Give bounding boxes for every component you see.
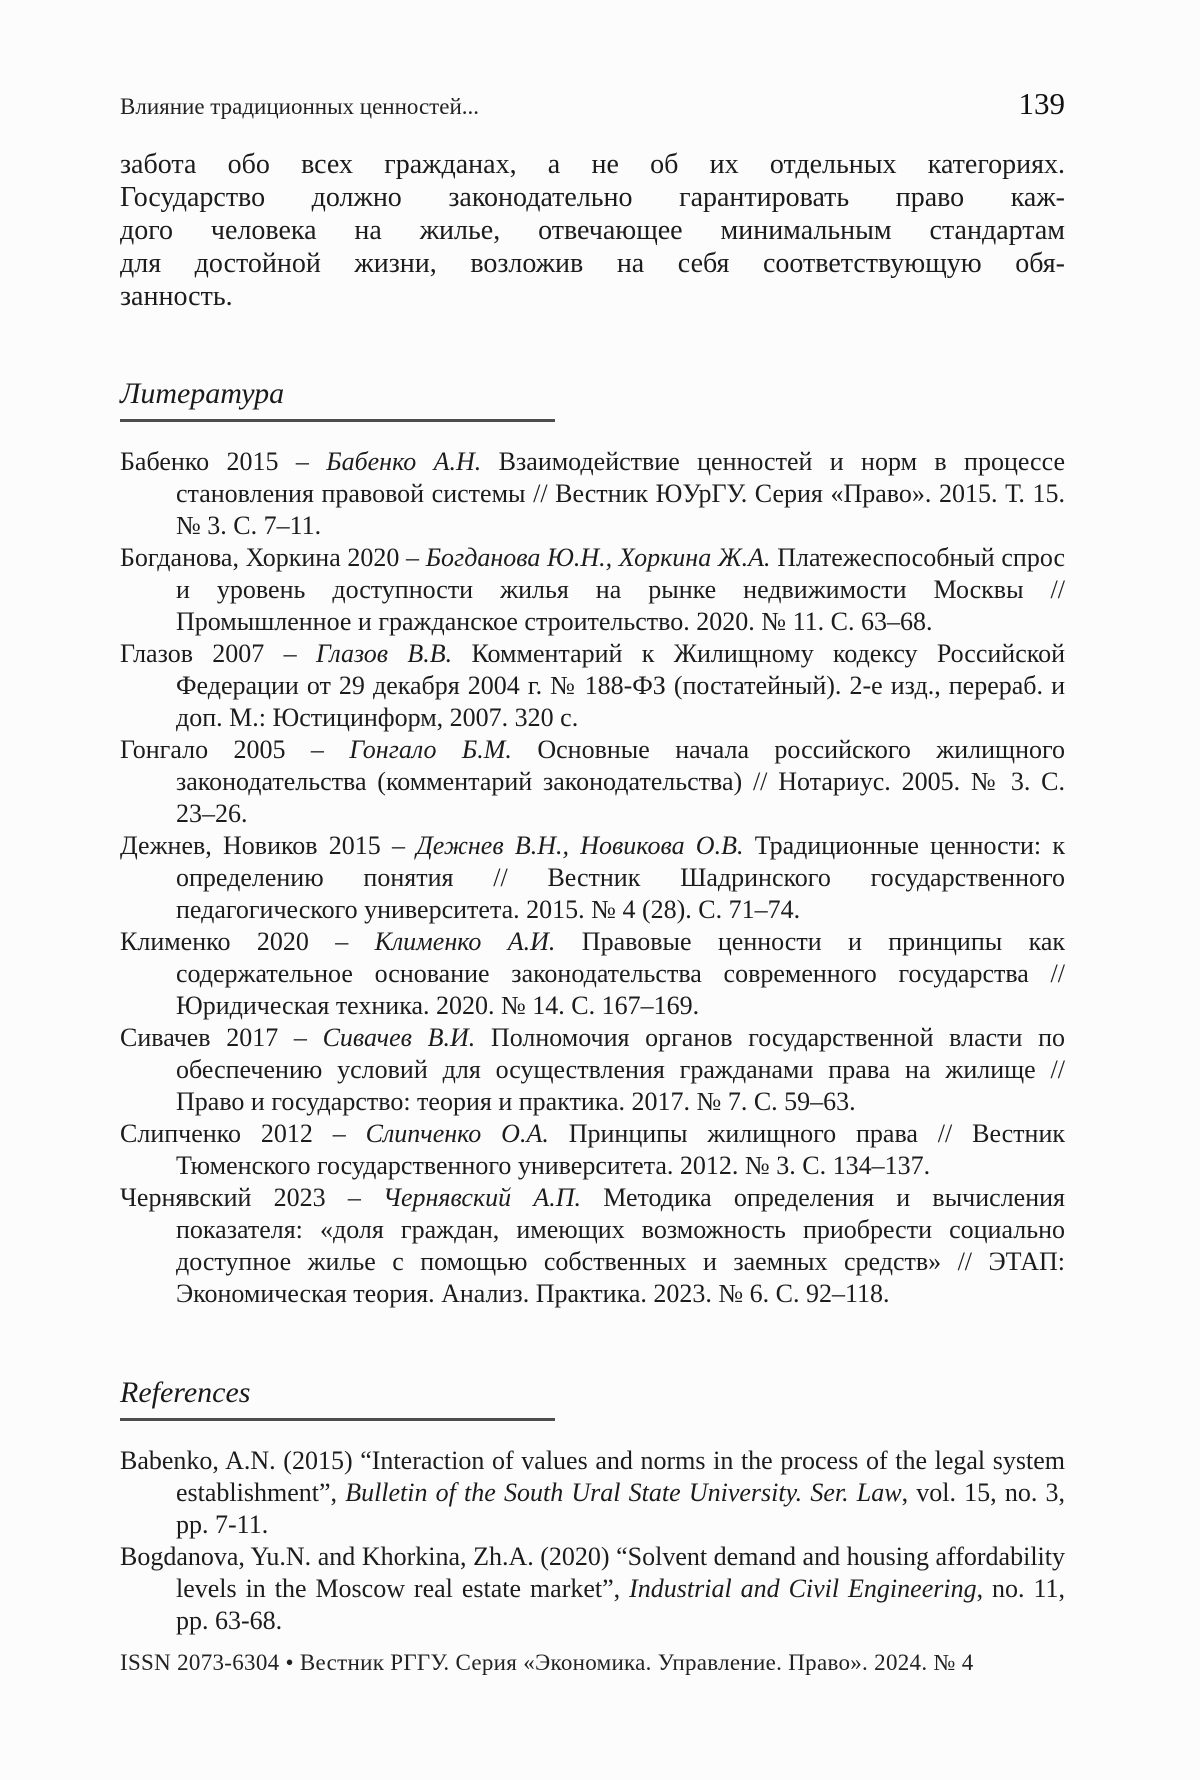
reference-entry xyxy=(120,638,1065,734)
reference-text: Традиционные ценности: к определению понятия // Вестник Шадринского государственного педагогического университета. 2015. № 4 (28). С. 71–74. xyxy=(176,831,1065,924)
page-number: 139 xyxy=(1018,86,1065,121)
literature-list xyxy=(120,446,1065,1310)
reference-text: Платежеспособный спрос и уровень доступности жилья на рынке недвижимости Москвы // Промышленное и гражданское строительство. 2020. № 11. С. 63–68. xyxy=(176,543,1066,636)
reference-text: Сивачев 2017 – xyxy=(120,1023,323,1052)
reference-text: Bogdanova, Yu.N. and Khorkina, Zh.A. (2020) “Solvent demand and housing affordability levels in the Moscow real estate market”, xyxy=(120,1542,1065,1603)
reference-author-italic: Чернявский А.П. xyxy=(383,1183,581,1212)
references-heading: References xyxy=(120,1376,251,1409)
reference-text: , no. 11, pp. 63-68. xyxy=(176,1574,1066,1635)
reference-entry xyxy=(120,1182,1065,1310)
reference-author-italic: Клименко А.И. xyxy=(374,927,556,956)
reference-author-italic: Бабенко А.Н. xyxy=(326,447,482,476)
reference-text: Бабенко 2015 – xyxy=(120,447,327,476)
references-heading-rule xyxy=(120,1418,555,1421)
intro-paragraph xyxy=(120,148,1065,313)
reference-text: Принципы жилищного права // Вестник Тюменского государственного университета. 2012. № 3. С. 134–137. xyxy=(176,1119,1065,1180)
reference-text: Чернявский 2023 – xyxy=(120,1183,384,1212)
reference-text: Взаимодействие ценностей и норм в процессе становления правовой системы // Вестник ЮУрГУ. Серия «Право». 2015. Т. 15. № 3. С. 7–11. xyxy=(176,447,1065,540)
literature-heading: Литература xyxy=(120,377,285,410)
reference-author-italic: Дежнев В.Н., Новикова О.В. xyxy=(416,831,744,860)
paragraph-line: занность. xyxy=(120,281,233,312)
reference-text: Гонгало 2005 – xyxy=(120,735,350,764)
reference-author-italic: Слипченко О.А. xyxy=(365,1119,549,1148)
reference-entry xyxy=(120,734,1065,830)
page-header xyxy=(120,86,1065,122)
paragraph-line: дого человека на жилье, отвечающее минимальным стандартам xyxy=(120,215,1065,246)
reference-entry xyxy=(120,1445,1065,1541)
reference-text: Правовые ценности и принципы как содержательное основание законодательства современного государства // Юридическая техника. 2020. № 14. С. 167–169. xyxy=(176,927,1066,1020)
page-footer: ISSN 2073-6304 • Вестник РГГУ. Серия «Экономика. Управление. Право». 2024. № 4 xyxy=(120,1650,974,1675)
reference-author-italic: Богданова Ю.Н., Хоркина Ж.А. xyxy=(425,543,771,572)
references-list xyxy=(120,1445,1065,1637)
reference-text: Комментарий к Жилищному кодексу Российской Федерации от 29 декабря 2004 г. № 188-ФЗ (постатейный). 2-е изд., перераб. и доп. М.: Юстицинформ, 2007. 320 с. xyxy=(176,639,1065,732)
reference-author-italic: Гонгало Б.М. xyxy=(349,735,512,764)
reference-text: Дежнев, Новиков 2015 – xyxy=(120,831,417,860)
reference-author-italic: Industrial and Civil Engineering xyxy=(629,1574,977,1603)
reference-text: Глазов 2007 – xyxy=(120,639,316,668)
literature-heading-rule xyxy=(120,419,555,422)
reference-entry xyxy=(120,1118,1065,1182)
paragraph-line: Государство должно законодательно гарантировать право каж- xyxy=(120,182,1065,213)
reference-text: Основные начала российского жилищного законодательства (комментарий законодательства) // Нотариус. 2005. № 3. С. 23–26. xyxy=(176,735,1065,828)
reference-entry xyxy=(120,1022,1065,1118)
reference-entry xyxy=(120,830,1065,926)
reference-text: Методика определения и вычисления показателя: «доля граждан, имеющих возможность приобрести социально доступное жилье с помощью собственных и заемных средств» // ЭТАП: Экономическая теория. Анализ. Практика. 2023. № 6. С. 92–118. xyxy=(176,1183,1065,1308)
paragraph-line: забота обо всех гражданах, а не об их отдельных категориях. xyxy=(120,149,1065,180)
running-head: Влияние традиционных ценностей... xyxy=(120,94,480,119)
reference-text: , vol. 15, no. 3, pp. 7-11. xyxy=(176,1478,1065,1539)
reference-author-italic: Bulletin of the South Ural State University. Ser. Law xyxy=(345,1478,902,1507)
paragraph-line: для достойной жизни, возложив на себя соответствующую обя- xyxy=(120,248,1065,279)
reference-entry xyxy=(120,1541,1065,1637)
reference-text: Клименко 2020 – xyxy=(120,927,375,956)
reference-text: Богданова, Хоркина 2020 – xyxy=(120,543,426,572)
reference-author-italic: Глазов В.В. xyxy=(315,639,453,668)
reference-entry xyxy=(120,926,1065,1022)
reference-entry xyxy=(120,542,1065,638)
reference-text: Babenko, A.N. (2015) “Interaction of values and norms in the process of the legal system establishment”, xyxy=(120,1446,1065,1507)
reference-entry xyxy=(120,446,1065,542)
reference-text: Полномочия органов государственной власти по обеспечению условий для осуществления гражданами права на жилище // Право и государство: теория и практика. 2017. № 7. С. 59–63. xyxy=(176,1023,1065,1116)
reference-author-italic: Сивачев В.И. xyxy=(322,1023,476,1052)
reference-text: Слипченко 2012 – xyxy=(120,1119,366,1148)
